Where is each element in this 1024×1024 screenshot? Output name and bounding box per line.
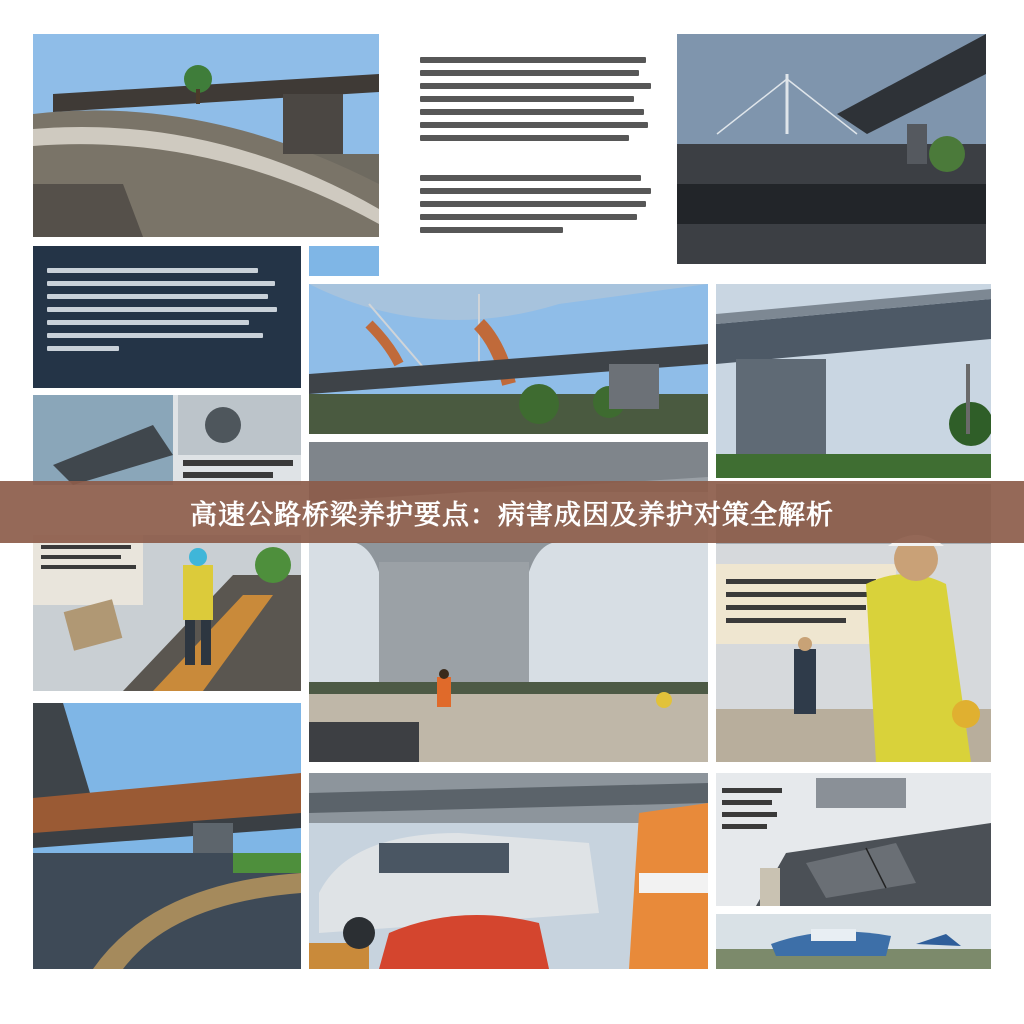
arched-bridge-photo [309,284,708,434]
text-column [408,40,670,268]
sky-strip [309,246,379,276]
title-banner [0,481,1024,543]
banner-title: 高速公路桥梁养护要点：病害成因及养护对策全解析 [190,499,834,531]
vehicles-photo [309,773,708,969]
underpass-photo [33,703,301,969]
worker-walkway-photo [33,535,301,691]
boat-photo [716,914,991,969]
damaged-deck-photo [716,773,991,906]
dark-text-panel [33,246,301,388]
inspection-closeup-collage [33,395,301,485]
overpass-photo [716,284,991,478]
cable-bridge-photo [677,34,986,264]
curved-bridge-photo [33,34,379,237]
